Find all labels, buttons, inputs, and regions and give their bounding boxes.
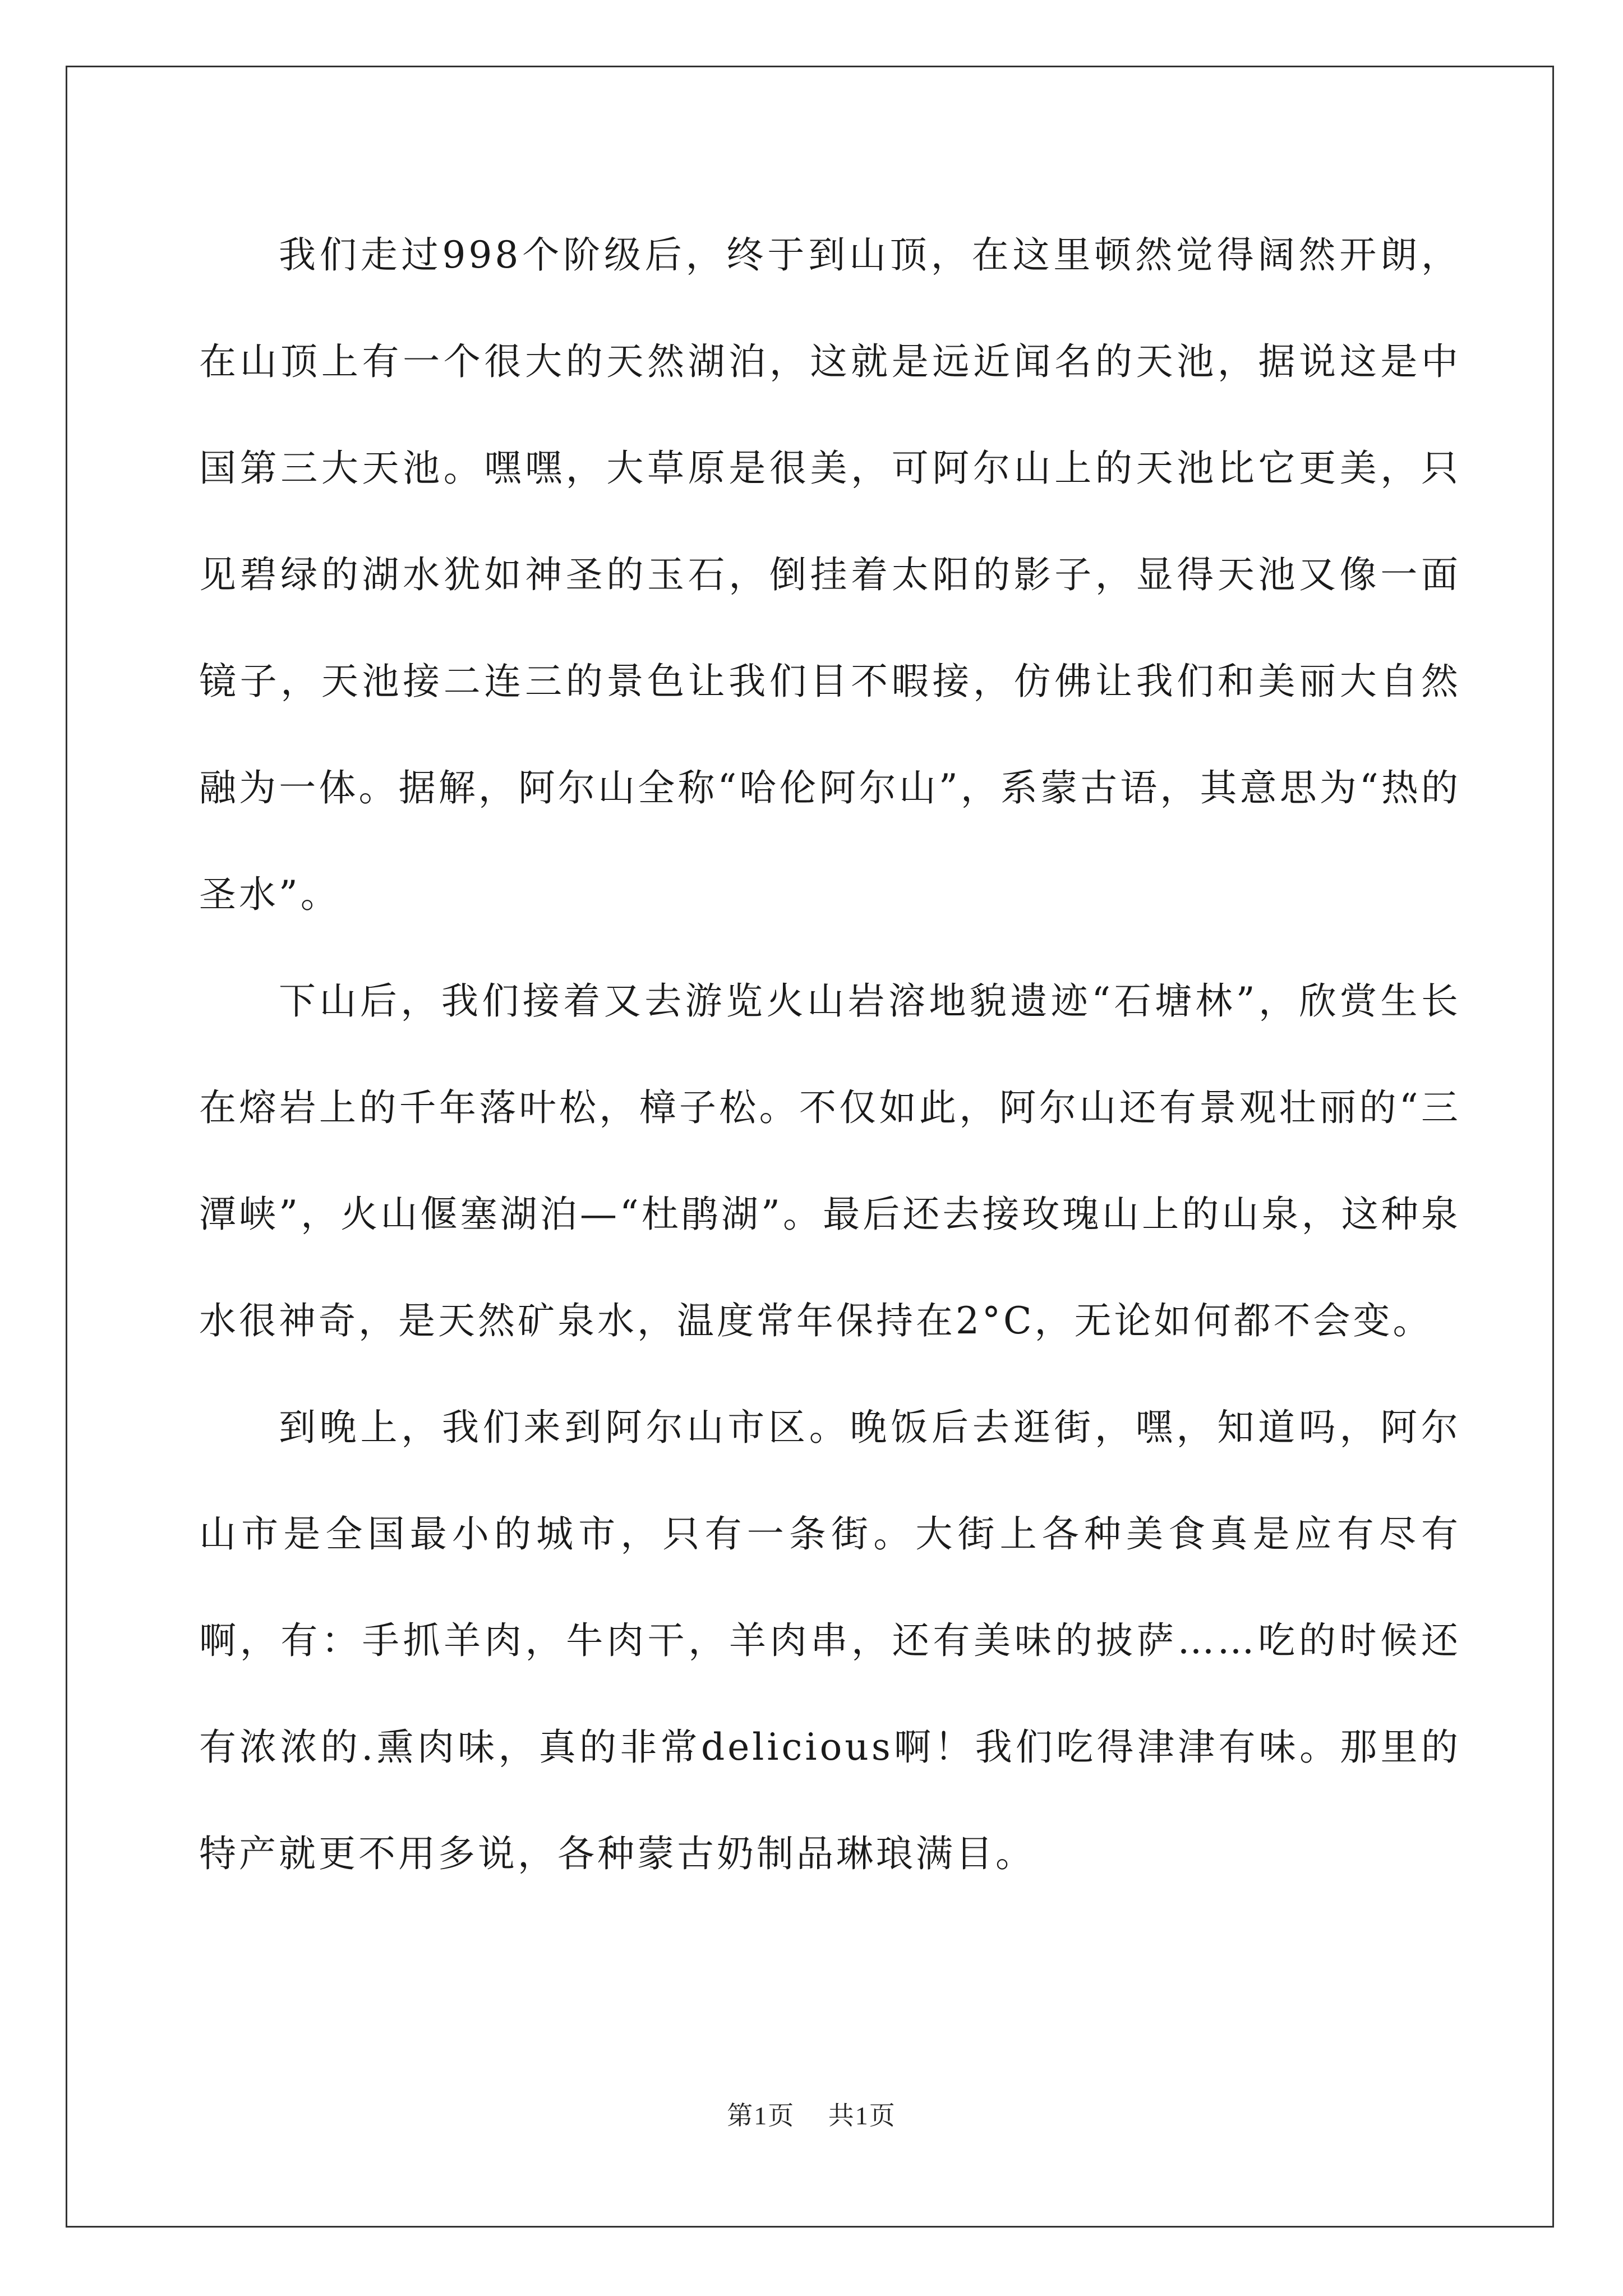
paragraph-3: 到晚上，我们来到阿尔山市区。晚饭后去逛街，嘿，知道吗，阿尔山市是全国最小的城市，只有一条街。大街上各种美食真是应有尽有啊，有：手抓羊肉，牛肉干，羊肉串，还有美味的披萨……吃的时候还有浓浓的.熏肉味，真的非常delicious啊！我们吃得津津有味。那里的特产就更不用多说，各种蒙古奶制品琳琅满目。 (199, 1406, 1461, 1875)
page-number: 第1页 (727, 2101, 795, 2130)
page-footer (0, 2095, 1623, 2132)
paragraph-2: 下山后，我们接着又去游览火山岩溶地貌遗迹“石塘林”，欣赏生长在熔岩上的千年落叶松，樟子松。不仅如此，阿尔山还有景观壮丽的“三潭峡”，火山偃塞湖泊—“杜鹃湖”。最后还去接玫瑰山上的山泉，这种泉水很神奇，是天然矿泉水，温度常年保持在2°C，无论如何都不会变。 (199, 979, 1461, 1342)
page-total: 共1页 (828, 2101, 896, 2130)
paragraph-1: 我们走过998个阶级后，终于到山顶，在这里顿然觉得阔然开朗，在山顶上有一个很大的天然湖泊，这就是远近闻名的天池，据说这是中国第三大天池。嘿嘿，大草原是很美，可阿尔山上的天池比它更美，只见碧绿的湖水犹如神圣的玉石，倒挂着太阳的影子，显得天池又像一面镜子，天池接二连三的景色让我们目不暇接，仿佛让我们和美丽大自然融为一体。据解，阿尔山全称“哈伦阿尔山”，系蒙古语，其意思为“热的圣水”。 (199, 233, 1461, 916)
document-body (199, 202, 1461, 1907)
